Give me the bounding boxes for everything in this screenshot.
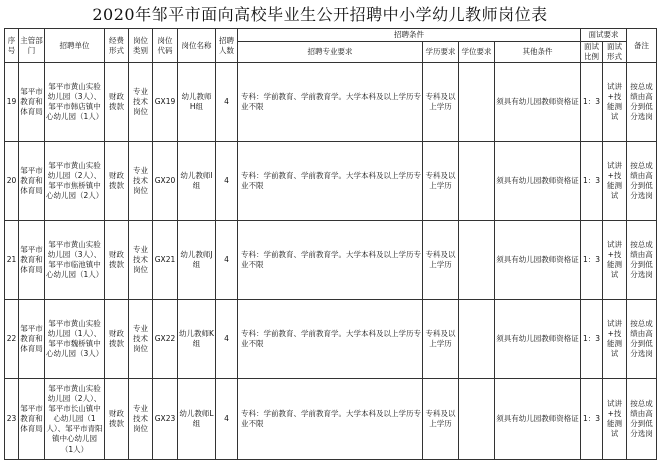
cell-seq: 20 [5,142,19,221]
cell-format: 试讲+技能测试 [603,221,627,300]
cell-seq: 23 [5,379,19,460]
cell-funding: 财政拨款 [105,300,129,379]
cell-major: 专科：学前教育、学前教育学。大学本科及以上学历专业不限 [238,63,423,142]
header-unit: 招聘单位 [45,29,105,63]
cell-major: 专科：学前教育、学前教育学。大学本科及以上学历专业不限 [238,221,423,300]
table-row [5,221,657,300]
cell-count: 4 [216,300,238,379]
cell-dept: 邹平市教育和体育局 [19,300,45,379]
cell-ratio: 1：3 [581,142,603,221]
cell-seq: 21 [5,221,19,300]
header-post: 岗位名称 [178,29,216,63]
cell-ratio: 1：3 [581,221,603,300]
cell-code: GX22 [153,300,178,379]
cell-other: 须具有幼儿园教师资格证 [495,63,581,142]
cell-format: 试讲+技能测试 [603,142,627,221]
cell-degree [459,300,495,379]
cell-funding: 财政拨款 [105,142,129,221]
cell-major: 专科：学前教育、学前教育学。大学本科及以上学历专业不限 [238,300,423,379]
cell-code: GX21 [153,221,178,300]
table-row [5,300,657,379]
cell-dept: 邹平市教育和体育局 [19,63,45,142]
header-funding: 经费形式 [105,29,129,63]
cell-code: GX23 [153,379,178,460]
cell-degree [459,142,495,221]
cell-other: 须具有幼儿园教师资格证 [495,142,581,221]
cell-post: 幼儿教师J组 [178,221,216,300]
cell-unit: 邹平市黄山实验幼儿园（2人）、邹平市长山镇中心幼儿园（1人）、邹平市青阳镇中心幼儿园（1人） [45,379,105,460]
cell-ratio: 1：3 [581,379,603,460]
cell-other: 须具有幼儿园教师资格证 [495,221,581,300]
cell-count: 4 [216,63,238,142]
cell-seq: 22 [5,300,19,379]
cell-post: 幼儿教师H组 [178,63,216,142]
cell-major: 专科：学前教育、学前教育学。大学本科及以上学历专业不限 [238,142,423,221]
cell-category: 专业技术岗位 [129,63,153,142]
cell-category: 专业技术岗位 [129,300,153,379]
cell-unit: 邹平市黄山实验幼儿园（1人）、邹平市魏桥镇中心幼儿园（3人） [45,300,105,379]
cell-count: 4 [216,221,238,300]
header-degree: 学位要求 [459,42,495,63]
cell-dept: 邹平市教育和体育局 [19,221,45,300]
header-code: 岗位代码 [153,29,178,63]
table-row [5,63,657,142]
cell-remark: 按总成绩由高分到低分选岗 [627,221,657,300]
cell-format: 试讲+技能测试 [603,300,627,379]
header-interview: 面试要求 [581,29,627,42]
cell-degree [459,221,495,300]
cell-funding: 财政拨款 [105,221,129,300]
cell-unit: 邹平市黄山实验幼儿园（3人）、邹平市临池镇中心幼儿园（1人） [45,221,105,300]
cell-ratio: 1：3 [581,63,603,142]
cell-other: 须具有幼儿园教师资格证 [495,379,581,460]
cell-code: GX19 [153,63,178,142]
cell-count: 4 [216,142,238,221]
page-title: 2020年邹平市面向高校毕业生公开招聘中小学幼儿教师岗位表 [92,5,548,24]
header-count: 招聘人数 [216,29,238,63]
cell-post: 幼儿教师K组 [178,300,216,379]
cell-education: 专科及以上学历 [423,300,459,379]
cell-major: 专科：学前教育、学前教育学。大学本科及以上学历专业不限 [238,379,423,460]
cell-education: 专科及以上学历 [423,63,459,142]
cell-dept: 邹平市教育和体育局 [19,379,45,460]
header-other: 其他条件 [495,42,581,63]
cell-remark: 按总成绩由高分到低分选岗 [627,63,657,142]
cell-dept: 邹平市教育和体育局 [19,142,45,221]
positions-table [4,28,657,460]
header-row-1 [5,29,657,42]
cell-post: 幼儿教师I组 [178,142,216,221]
header-category: 岗位类别 [129,29,153,63]
cell-remark: 按总成绩由高分到低分选岗 [627,300,657,379]
cell-unit: 邹平市黄山实验幼儿园（2人）、邹平市焦桥镇中心幼儿园（2人） [45,142,105,221]
cell-category: 专业技术岗位 [129,379,153,460]
header-ratio: 面试比例 [581,42,603,63]
header-format: 面试形式 [603,42,627,63]
cell-category: 专业技术岗位 [129,221,153,300]
cell-post: 幼儿教师L组 [178,379,216,460]
header-education: 学历要求 [423,42,459,63]
cell-remark: 按总成绩由高分到低分选岗 [627,379,657,460]
table-row [5,142,657,221]
cell-ratio: 1：3 [581,300,603,379]
cell-funding: 财政拨款 [105,379,129,460]
header-major: 招聘专业要求 [238,42,423,63]
cell-remark: 按总成绩由高分到低分选岗 [627,142,657,221]
cell-funding: 财政拨款 [105,63,129,142]
cell-education: 专科及以上学历 [423,142,459,221]
cell-seq: 19 [5,63,19,142]
header-dept: 主管部门 [19,29,45,63]
cell-code: GX20 [153,142,178,221]
cell-other: 须具有幼儿园教师资格证 [495,300,581,379]
cell-unit: 邹平市黄山实验幼儿园（3人）、邹平市韩店镇中心幼儿园（1人） [45,63,105,142]
cell-category: 专业技术岗位 [129,142,153,221]
cell-format: 试讲+技能测试 [603,379,627,460]
header-remark: 备注 [627,29,657,63]
cell-education: 专科及以上学历 [423,221,459,300]
cell-degree [459,63,495,142]
cell-count: 4 [216,379,238,460]
header-conditions: 招聘条件 [238,29,581,42]
header-seq: 序号 [5,29,19,63]
cell-degree [459,379,495,460]
table-row [5,379,657,460]
cell-format: 试讲+技能测试 [603,63,627,142]
cell-education: 专科及以上学历 [423,379,459,460]
